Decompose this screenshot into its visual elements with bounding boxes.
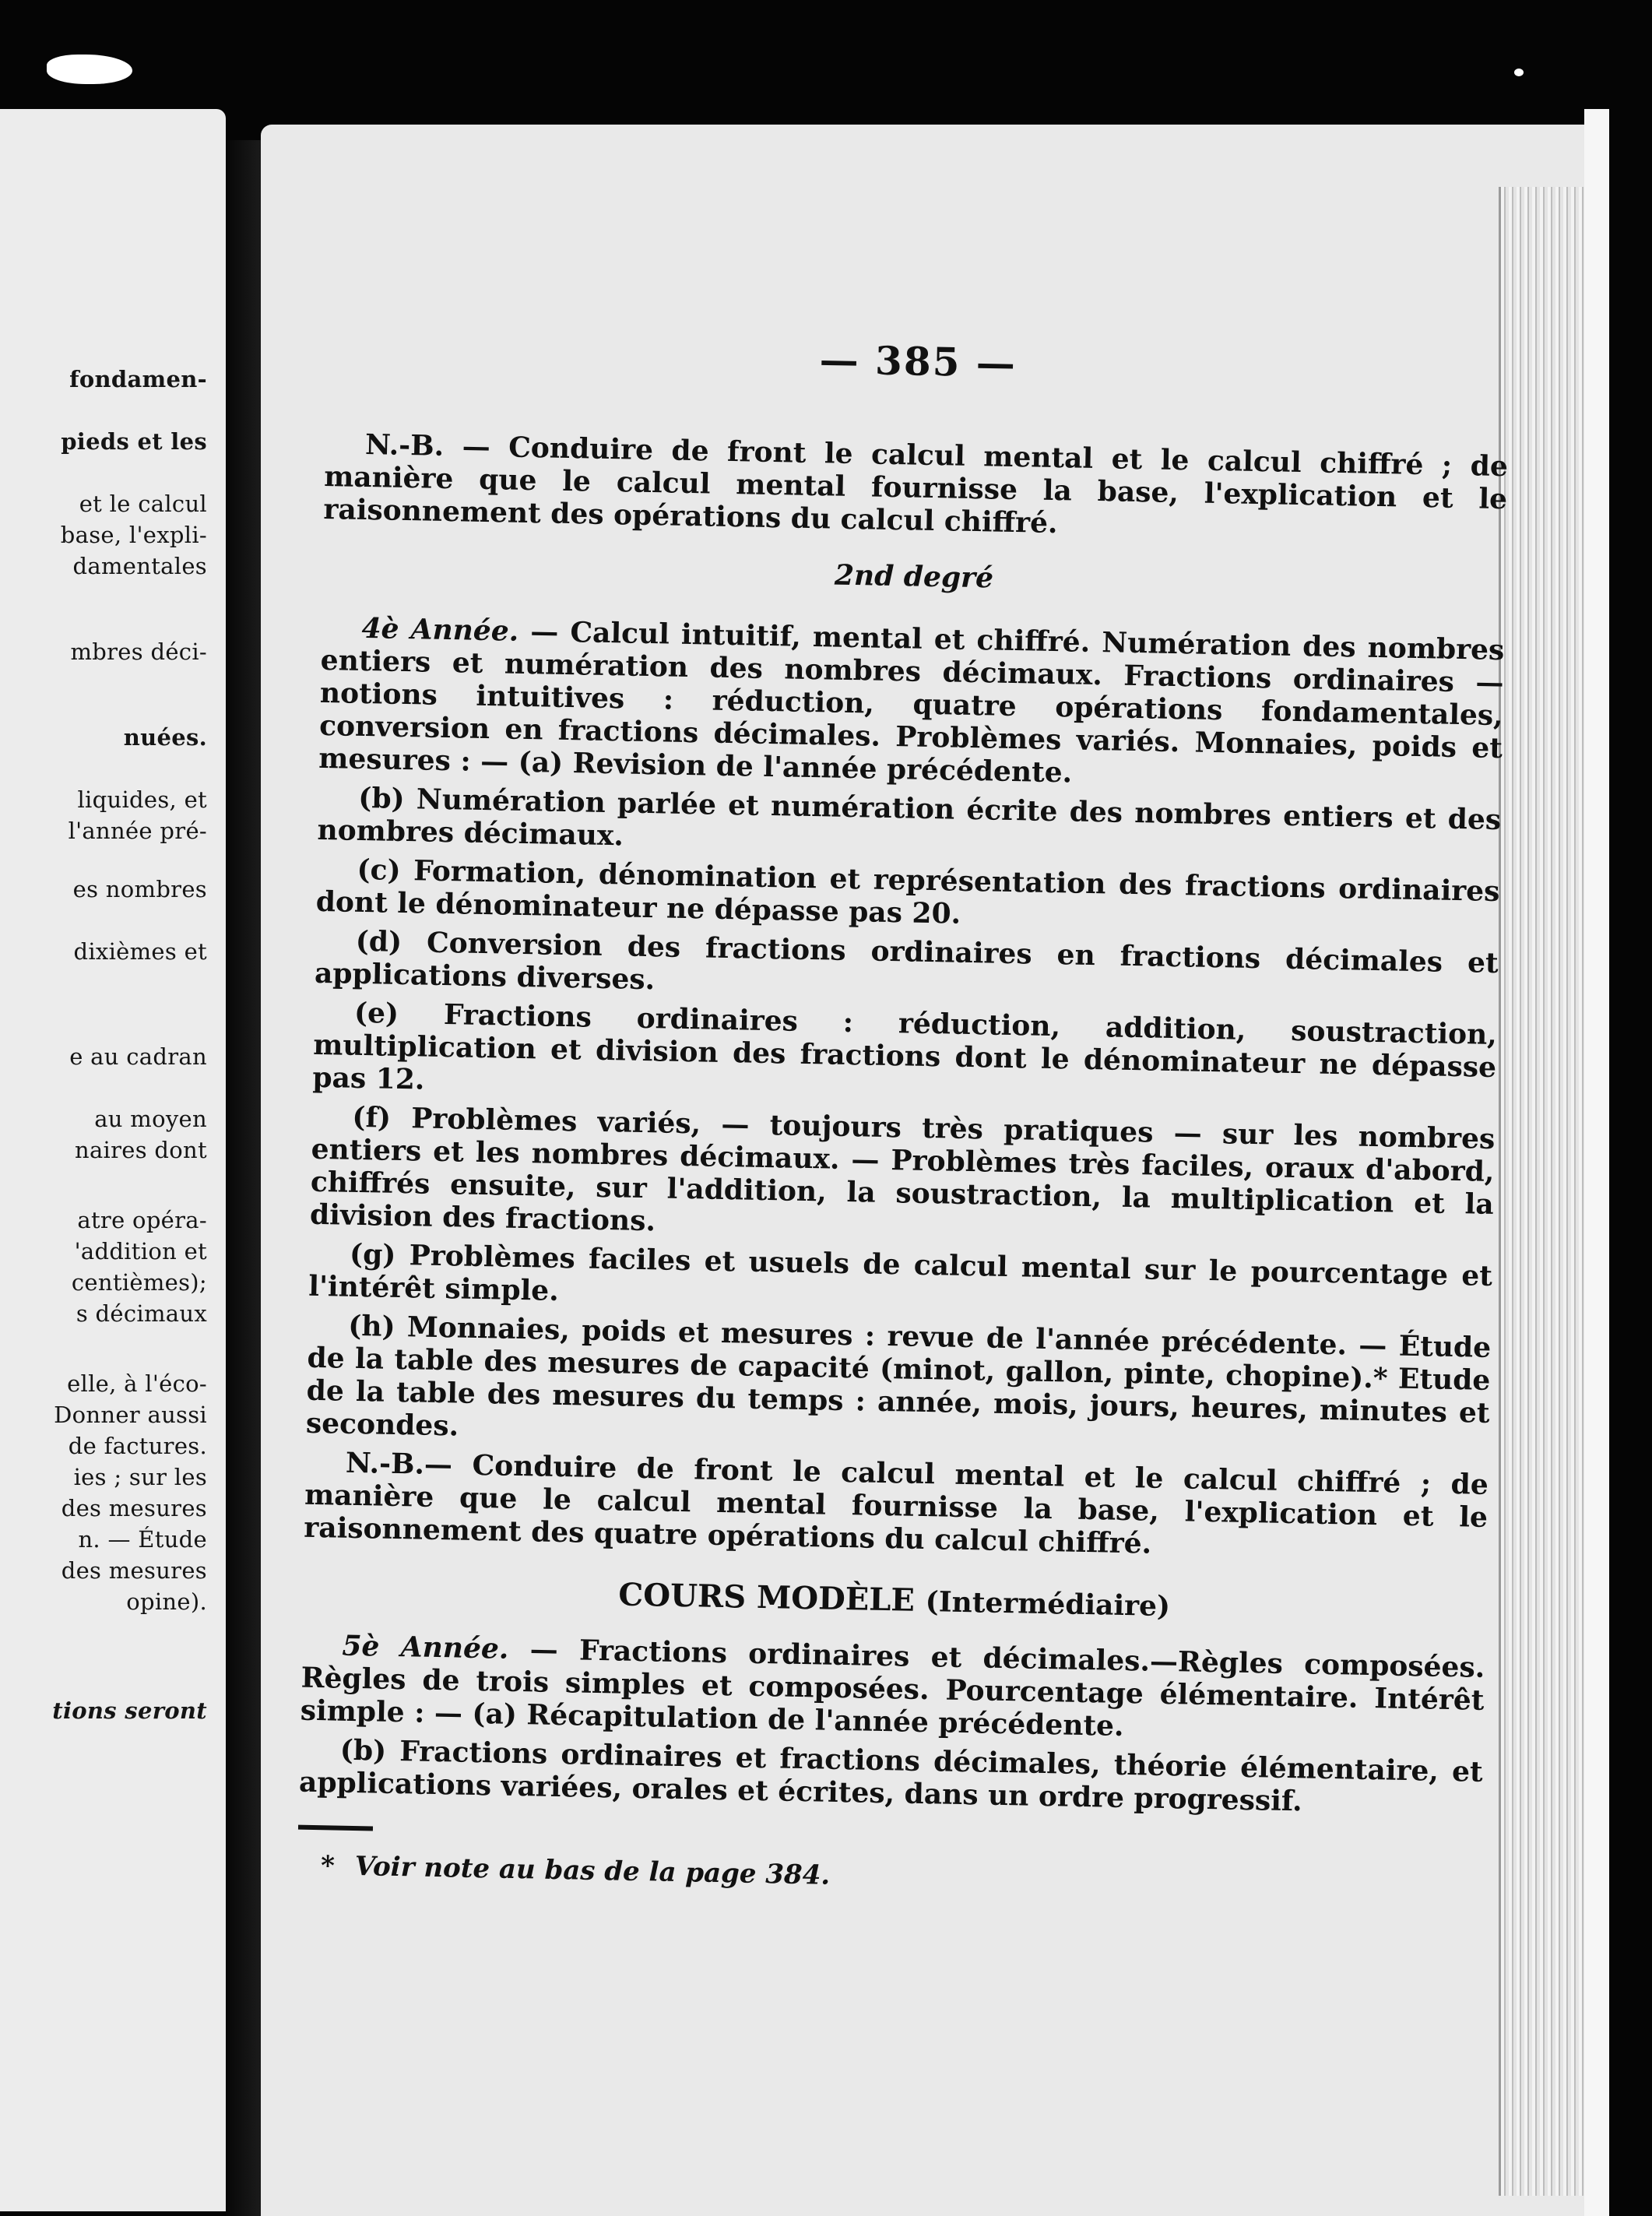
left-line: des mesures xyxy=(61,1495,207,1521)
paragraph-5e-annee xyxy=(300,1629,1485,1750)
scan-speck xyxy=(1514,69,1524,76)
footnote-marker: * xyxy=(320,1850,336,1882)
paragraph-4e-annee xyxy=(318,611,1505,797)
left-line: damentales xyxy=(72,553,207,579)
section-title-sub: (Intermédiaire) xyxy=(925,1585,1171,1623)
left-line: de factures. xyxy=(68,1433,207,1459)
subheading: 2nd degré xyxy=(834,558,994,595)
item-d: (d) Conversion des fractions ordinaires en fractions décimales et applications diverses. xyxy=(314,924,1499,997)
paragraph-text: — Calcul intuitif, mental et chiffré. Numération des nombres entiers et numération des nombres décimaux. Fractions ordinaires — notions intuitives : réduction, quatre opérations fondamentales, conversion en fractions décimales. Problèmes variés. Monnaies, poids et mesures : — (a) Revision de l'année précédente. xyxy=(318,614,1505,790)
left-line: elle, à l'éco- xyxy=(67,1370,207,1397)
left-line: tions seront xyxy=(52,1697,207,1724)
left-line: au moyen xyxy=(94,1106,207,1132)
left-page xyxy=(0,109,226,2211)
footnote-rule xyxy=(298,1825,373,1831)
left-line: des mesures xyxy=(61,1557,207,1584)
section-title xyxy=(302,1571,1486,1630)
left-line: s décimaux xyxy=(76,1300,207,1327)
section-title-main: COURS MODÈLE xyxy=(617,1576,916,1619)
left-line: base, l'expli- xyxy=(60,522,207,548)
scan-speck xyxy=(47,55,132,84)
left-line: e au cadran xyxy=(69,1043,207,1070)
left-line: fondamen- xyxy=(69,366,207,392)
page-edges xyxy=(1499,187,1587,2196)
left-line: n. — Étude xyxy=(78,1526,207,1553)
year-label: 5è Année. xyxy=(342,1629,509,1666)
left-line: nuées. xyxy=(123,724,207,751)
item-e: (e) Fractions ordinaires : réduction, addition, soustraction, multiplication et division des fractions dont le dénominateur ne dépasse pas 12. xyxy=(312,996,1498,1096)
left-line: centièmes); xyxy=(71,1269,207,1296)
left-line: dixièmes et xyxy=(73,938,207,965)
item-b: (b) Numération parlée et numération écrite des nombres entiers et des nombres décimaux. xyxy=(317,781,1502,853)
left-line: atre opéra- xyxy=(77,1207,207,1233)
left-line: ies ; sur les xyxy=(73,1464,207,1490)
left-line: mbres déci- xyxy=(70,638,207,665)
page-number: — 385 — xyxy=(819,336,1018,387)
left-line: opine). xyxy=(126,1588,207,1615)
left-line: naires dont xyxy=(74,1137,207,1163)
item-h: (h) Monnaies, poids et mesures : revue de l'année précédente. — Étude de la table des mesures de capacité (minot, gallon, pinte, chopine).* Etude de la table des mesures du temps : année, mois, jours, heures, minutes et secondes. xyxy=(305,1309,1492,1443)
nb-note: N.-B.— Conduire de front le calcul mental et le calcul chiffré ; de manière que le calcul mental fournisse la base, l'explication et le raisonnement des quatre opérations du calcul chiffré. xyxy=(303,1446,1489,1560)
left-line: 'addition et xyxy=(74,1238,207,1265)
item-c: (c) Formation, dénomination et représentation des fractions ordinaires dont le dénominateur ne dépasse pas 20. xyxy=(315,853,1500,930)
item-5-b: (b) Fractions ordinaires et fractions décimales, théorie élémentaire, et applications variées, orales et écrites, dans un ordre progressif. xyxy=(298,1733,1484,1818)
left-line: et le calcul xyxy=(79,491,207,517)
year-label: 4è Année. xyxy=(361,611,519,648)
page-edge-highlight xyxy=(1584,109,1609,2216)
left-line: Donner aussi xyxy=(54,1402,207,1428)
footnote-text: Voir note au bas de la page 384. xyxy=(354,1851,831,1891)
item-g: (g) Problèmes faciles et usuels de calcul mental sur le pourcentage et l'intérêt simple. xyxy=(308,1237,1493,1307)
left-line: es nombres xyxy=(72,876,207,902)
left-line: liquides, et xyxy=(77,786,207,813)
left-line: pieds et les xyxy=(61,428,207,455)
nb-intro: N.-B. — Conduire de front le calcul mental et le calcul chiffré ; de manière que le calcul mental fournisse la base, l'explication et le raisonnement des opérations du calcul chiffré. xyxy=(323,427,1509,540)
paragraph-text: — Fractions ordinaires et décimales.—Règles composées. Règles de trois simples et composées. Pourcentage élémentaire. Intérêt simple : — (a) Récapitulation de l'année précédente. xyxy=(300,1632,1485,1743)
page-text xyxy=(297,327,1510,1904)
item-f: (f) Problèmes variés, — toujours très pratiques — sur les nombres entiers et les nombres décimaux. — Problèmes très faciles, oraux d'abord, chiffrés ensuite, sur l'addition, la soustraction, la multiplication et la division des fractions. xyxy=(309,1100,1496,1238)
left-line: l'année pré- xyxy=(68,818,207,844)
